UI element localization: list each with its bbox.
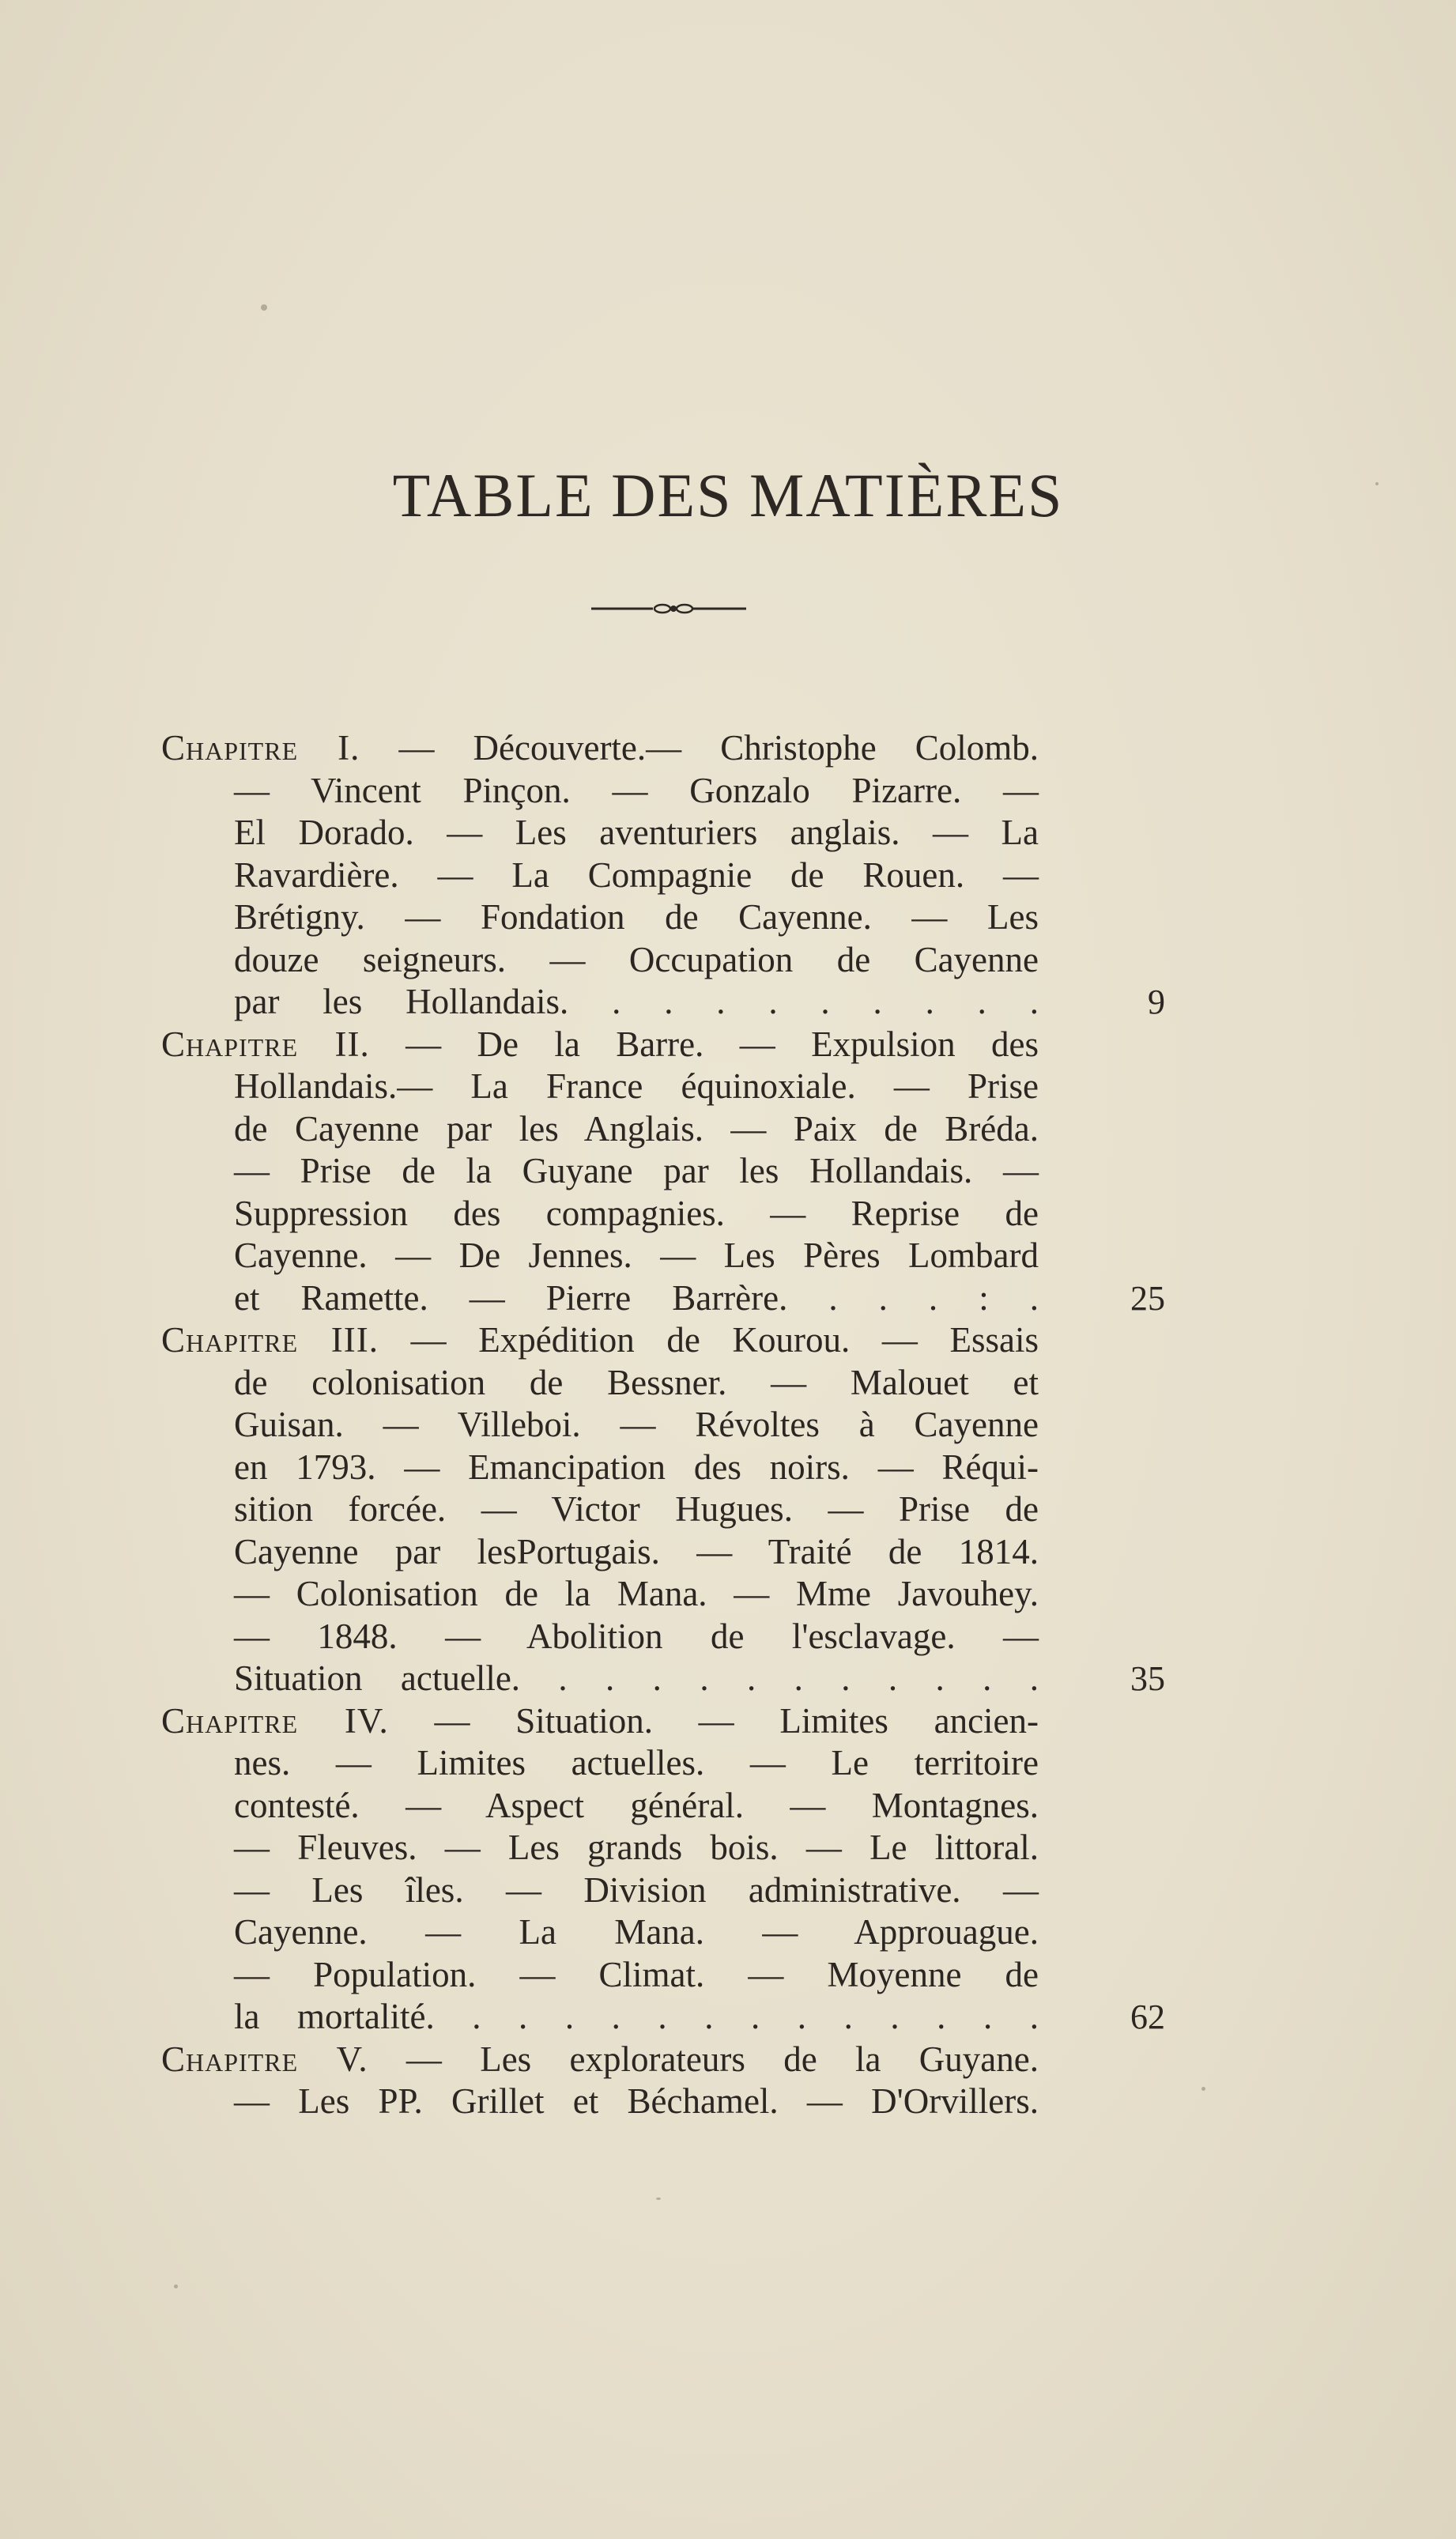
entry-line: par les Hollandais. . . . . . . . . . bbox=[234, 982, 1039, 1021]
entry-line: Cayenne. — La Mana. — Approuague. bbox=[234, 1912, 1039, 1952]
entry-line: Suppression des compagnies. — Reprise de bbox=[234, 1193, 1039, 1233]
chapter-label: Chapitre II. bbox=[161, 1024, 370, 1064]
page-number: 25 bbox=[1130, 1278, 1165, 1318]
chapter-label: Chapitre IV. bbox=[161, 1700, 389, 1741]
toc-entry-chapter-1 bbox=[161, 727, 1165, 1024]
toc-entry-chapter-2 bbox=[161, 1024, 1165, 1320]
entry-line: — Les explorateurs de la Guyane. bbox=[368, 2039, 1039, 2079]
toc-entry-chapter-3 bbox=[161, 1319, 1165, 1700]
entry-line: — Les îles. — Division administrative. — bbox=[234, 1869, 1039, 1910]
entry-line: sition forcée. — Victor Hugues. — Prise de bbox=[234, 1489, 1039, 1529]
decorative-rule-icon bbox=[591, 598, 746, 620]
page-number: 62 bbox=[1130, 1998, 1165, 2036]
entry-line: en 1793. — Emancipation des noirs. — Réqui- bbox=[234, 1447, 1039, 1487]
paper-speck bbox=[656, 2198, 661, 2200]
entry-line: Cayenne. — De Jennes. — Les Pères Lombard bbox=[234, 1236, 1039, 1275]
toc-entry-chapter-4 bbox=[161, 1700, 1165, 2039]
page-number: 35 bbox=[1130, 1659, 1165, 1698]
entry-line: — Colonisation de la Mana. — Mme Javouhey. bbox=[234, 1574, 1039, 1613]
page-title: TABLE DES MATIÈRES bbox=[392, 461, 1064, 530]
entry-line: Ravardière. — La Compagnie de Rouen. — bbox=[234, 855, 1039, 895]
paper-speck bbox=[1375, 482, 1379, 485]
entry-line: la mortalité. . . . . . . . . . . . . . bbox=[234, 1997, 1039, 2036]
page-number: 9 bbox=[1148, 983, 1165, 1021]
entry-line: douze seigneurs. — Occupation de Cayenne bbox=[234, 939, 1039, 979]
paper-speck bbox=[1201, 2087, 1205, 2091]
entry-line: — 1848. — Abolition de l'esclavage. — bbox=[234, 1616, 1039, 1656]
entry-line: Situation actuelle. . . . . . . . . . . . bbox=[234, 1658, 1039, 1698]
entry-line: El Dorado. — Les aventuriers anglais. — La bbox=[234, 813, 1039, 852]
entry-line: nes. — Limites actuelles. — Le territoire bbox=[234, 1743, 1039, 1783]
entry-line: contesté. — Aspect général. — Montagnes. bbox=[234, 1785, 1039, 1825]
entry-line: de Cayenne par les Anglais. — Paix de Bréda. bbox=[234, 1108, 1039, 1149]
entry-line: — Expédition de Kourou. — Essais bbox=[378, 1320, 1039, 1360]
toc-entry-chapter-5 bbox=[161, 2039, 1165, 2123]
entry-line: Cayenne par lesPortugais. — Traité de 1814. bbox=[234, 1531, 1039, 1571]
entry-line: de colonisation de Bessner. — Malouet et bbox=[234, 1362, 1039, 1402]
entry-line: — Découverte.— Christophe Colomb. bbox=[360, 728, 1039, 768]
entry-line: — Fleuves. — Les grands bois. — Le littoral. bbox=[234, 1828, 1039, 1867]
entry-line: Brétigny. — Fondation de Cayenne. — Les bbox=[234, 897, 1039, 937]
entry-line: et Ramette. — Pierre Barrère. . . . : . bbox=[234, 1277, 1039, 1318]
entry-line: — Situation. — Limites ancien- bbox=[388, 1700, 1039, 1741]
chapter-label: Chapitre III. bbox=[161, 1320, 379, 1360]
entry-line: — Population. — Climat. — Moyenne de bbox=[234, 1954, 1039, 1994]
paper-speck bbox=[174, 2284, 178, 2288]
chapter-label: Chapitre V. bbox=[161, 2039, 368, 2079]
entry-line: — Les PP. Grillet et Béchamel. — D'Orvillers. bbox=[234, 2081, 1039, 2121]
entry-line: — Vincent Pinçon. — Gonzalo Pizarre. — bbox=[234, 770, 1039, 810]
entry-line: — De la Barre. — Expulsion des bbox=[369, 1024, 1039, 1064]
table-of-contents bbox=[161, 727, 1165, 2123]
paper-speck bbox=[261, 304, 267, 311]
chapter-label: Chapitre I. bbox=[161, 728, 360, 768]
entry-line: Hollandais.— La France équinoxiale. — Prise bbox=[234, 1066, 1039, 1106]
entry-line: — Prise de la Guyane par les Hollandais. — bbox=[234, 1151, 1039, 1190]
entry-line: Guisan. — Villeboi. — Révoltes à Cayenne bbox=[234, 1405, 1039, 1444]
